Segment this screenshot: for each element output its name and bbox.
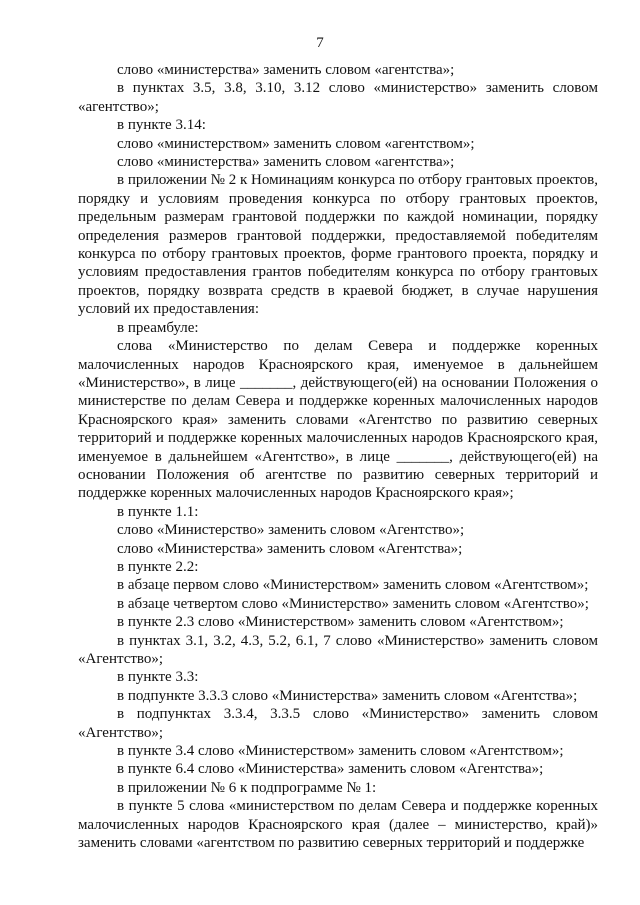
paragraph: в подпунктах 3.3.4, 3.3.5 слово «Министерство» заменить словом «Агентство»; bbox=[78, 706, 598, 741]
paragraph: в подпункте 3.3.3 слово «Министерства» заменить словом «Агентства»; bbox=[117, 687, 578, 704]
document-body bbox=[78, 61, 598, 852]
paragraph: в пунктах 3.5, 3.8, 3.10, 3.12 слово «министерство» заменить словом «агентство»; bbox=[78, 80, 598, 115]
page-number: 7 bbox=[316, 35, 324, 51]
paragraph: слово «министерства» заменить словом «агентства»; bbox=[117, 62, 455, 78]
paragraph: слова «Министерство по делам Севера и поддержке коренных малочисленных народов Красноярского края, именуемое в дальнейшем «Министерство», в лице _______, действующего(ей) на основании Положения о министерстве по делам Севера и поддержке коренных малочисленных народов Красноярского края» заменить словами «Агентство по развитию северных территорий и поддержке коренных малочисленных народов Красноярского края, именуемое в дальнейшем «Агентство», в лице _______, действующего(ей) на основании Положения об агентстве по развитию северных территорий и поддержке коренных малочисленных народов Красноярского края»; bbox=[78, 338, 598, 502]
paragraph: в пункте 3.4 слово «Министерством» заменить словом «Агентством»; bbox=[117, 743, 564, 760]
paragraph: в преамбуле: bbox=[117, 319, 199, 336]
paragraph: в пункте 2.3 слово «Министерством» заменить словом «Агентством»; bbox=[117, 614, 564, 631]
paragraph: в пункте 5 слова «министерством по делам Севера и поддержке коренных малочисленных народов Красноярского края (далее – министерство, край)» заменить словами «агентством по развитию северных территорий и поддержке bbox=[78, 798, 598, 852]
paragraph: в пункте 3.14: bbox=[117, 117, 206, 134]
paragraph: в абзаце первом слово «Министерством» заменить словом «Агентством»; bbox=[117, 577, 589, 594]
paragraph: в пункте 6.4 слово «Министерства» заменить словом «Агентства»; bbox=[117, 761, 544, 778]
paragraph: в приложении № 2 к Номинациям конкурса по отбору грантовых проектов, порядку и условиям проведения конкурса по отбору грантовых проектов, предельным размерам грантовой поддержки по каждой номинации, порядку определения размеров грантовой поддержки, предоставляемой победителям конкурса по отбору грантовых проектов, форме грантового проекта, порядку и условиям предоставления грантов победителям конкурса по отбору грантовых проектов, порядку возврата средств в краевой бюджет, в случае нарушения условий их предоставления: bbox=[78, 172, 598, 318]
paragraph: в пунктах 3.1, 3.2, 4.3, 5.2, 6.1, 7 слово «Министерство» заменить словом «Агентство»; bbox=[78, 632, 598, 667]
paragraph: в пункте 2.2: bbox=[117, 558, 199, 575]
paragraph: слово «министерством» заменить словом «агентством»; bbox=[117, 135, 475, 152]
paragraph: слово «министерства» заменить словом «агентства»; bbox=[117, 154, 455, 171]
paragraph: в пункте 3.3: bbox=[117, 669, 199, 686]
paragraph: слово «Министерства» заменить словом «Агентства»; bbox=[117, 540, 463, 557]
paragraph: в пункте 1.1: bbox=[117, 503, 199, 520]
paragraph: в приложении № 6 к подпрограмме № 1: bbox=[117, 779, 377, 796]
paragraph: слово «Министерство» заменить словом «Агентство»; bbox=[117, 522, 465, 539]
paragraph: в абзаце четвертом слово «Министерство» заменить словом «Агентство»; bbox=[117, 595, 589, 612]
